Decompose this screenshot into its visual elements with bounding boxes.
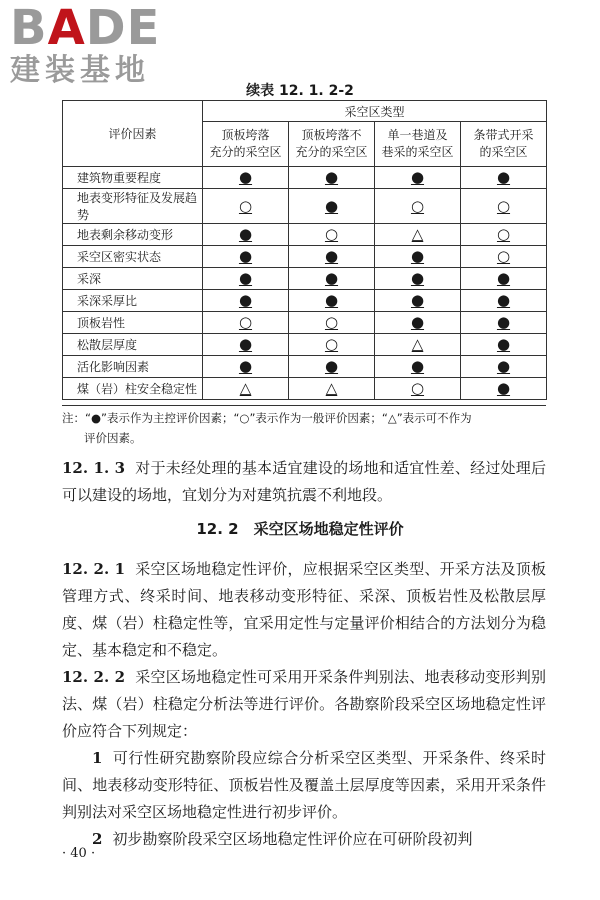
- clause-item-1: [62, 745, 546, 826]
- clause-item-2: [62, 826, 546, 853]
- goaf-type-header: 采空区类型: [203, 101, 547, 122]
- rating-cell: △: [289, 378, 375, 400]
- rating-cell: ○: [203, 312, 289, 334]
- logo-tagline: 建装基地: [10, 53, 150, 88]
- clause-text: 采空区场地稳定性可采用开采条件判别法、地表移动变形判别法、煤（岩）柱稳定分析法等进行评价。各勘察阶段采空区场地稳定性评价应符合下列规定：: [62, 668, 546, 740]
- rating-cell: △: [203, 378, 289, 400]
- page-number: · 40 ·: [62, 846, 96, 861]
- bade-logo: [10, 0, 180, 88]
- note-line: 注：“●”表示作为主控评价因素；“○”表示作为一般评价因素；“△”表示可不作为: [62, 411, 472, 425]
- rating-cell: ●: [461, 268, 547, 290]
- rating-cell: ○: [461, 224, 547, 246]
- rating-cell: ○: [203, 189, 289, 224]
- rating-cell: ●: [203, 167, 289, 189]
- rating-cell: ●: [461, 167, 547, 189]
- table-row: [63, 378, 547, 400]
- rating-cell: ●: [203, 356, 289, 378]
- rating-cell: ●: [375, 246, 461, 268]
- factor-cell: 建筑物重要程度: [63, 167, 203, 189]
- table-row: [63, 167, 547, 189]
- rating-cell: ○: [289, 312, 375, 334]
- table-row: [63, 224, 547, 246]
- rating-cell: ●: [461, 334, 547, 356]
- rating-cell: ○: [461, 246, 547, 268]
- item-text: 初步勘察阶段采空区场地稳定性评价应在可研阶段初判: [112, 830, 473, 848]
- rating-cell: △: [375, 334, 461, 356]
- clause-number: 12. 2. 1: [62, 560, 126, 578]
- clause-text: 对于未经处理的基本适宜建设的场地和适宜性差、经过处理后可以建设的场地，宜划分为对建筑抗震不利地段。: [62, 459, 546, 504]
- item-number: 1: [92, 749, 103, 767]
- rating-cell: ●: [289, 246, 375, 268]
- column-header: 单一巷道及 巷采的采空区: [375, 122, 461, 167]
- table-row: [63, 356, 547, 378]
- rating-cell: ○: [289, 224, 375, 246]
- rating-cell: ○: [461, 189, 547, 224]
- table-row: [63, 246, 547, 268]
- factor-cell: 活化影响因素: [63, 356, 203, 378]
- table-row: [63, 334, 547, 356]
- table-row: [63, 290, 547, 312]
- rating-cell: ○: [375, 189, 461, 224]
- clause-12-2-2: [62, 664, 546, 745]
- factor-cell: 地表剩余移动变形: [63, 224, 203, 246]
- rating-cell: ●: [203, 246, 289, 268]
- clause-number: 12. 1. 3: [62, 459, 126, 477]
- rating-cell: ●: [289, 290, 375, 312]
- clause-text: 采空区场地稳定性评价，应根据采空区类型、开采方法及顶板管理方式、终采时间、地表移动变形特征、采深、顶板岩性及松散层厚度、煤（岩）柱稳定性等，宜采用定性与定量评价相结合的方法划分为稳定、基本稳定和不稳定。: [62, 560, 546, 659]
- factor-cell: 煤（岩）柱安全稳定性: [63, 378, 203, 400]
- clause-12-2-1: [62, 556, 546, 664]
- evaluation-table: [62, 100, 547, 400]
- rating-cell: ●: [375, 290, 461, 312]
- rating-cell: ●: [375, 268, 461, 290]
- item-text: 可行性研究勘察阶段应综合分析采空区类型、开采条件、终采时间、地表移动变形特征、顶板岩性及覆盖土层厚度等因素，采用开采条件判别法对采空区场地稳定性进行初步评价。: [62, 749, 546, 821]
- column-header: 顶板垮落不 充分的采空区: [289, 122, 375, 167]
- factor-cell: 采空区密实状态: [63, 246, 203, 268]
- factor-cell: 采深: [63, 268, 203, 290]
- note-line: 评价因素。: [84, 431, 142, 445]
- rating-cell: ●: [375, 356, 461, 378]
- rating-cell: ○: [289, 334, 375, 356]
- rating-cell: ●: [461, 378, 547, 400]
- factor-cell: 松散层厚度: [63, 334, 203, 356]
- rating-cell: ●: [289, 356, 375, 378]
- table-note: [62, 405, 546, 448]
- rating-cell: ●: [461, 356, 547, 378]
- rating-cell: ●: [203, 290, 289, 312]
- section-title: 12. 2 采空区场地稳定性评价: [196, 520, 404, 538]
- rating-cell: ○: [375, 378, 461, 400]
- rating-cell: ●: [203, 224, 289, 246]
- table-row: [63, 189, 547, 224]
- rating-cell: △: [375, 224, 461, 246]
- table-caption: 续表 12. 1. 2-2: [246, 83, 354, 99]
- factor-cell: 地表变形特征及发展趋势: [63, 189, 203, 224]
- factor-header: 评价因素: [63, 101, 203, 167]
- rating-cell: ●: [461, 290, 547, 312]
- column-header: 顶板垮落 充分的采空区: [203, 122, 289, 167]
- factor-cell: 采深采厚比: [63, 290, 203, 312]
- table-row: [63, 268, 547, 290]
- rating-cell: ●: [289, 189, 375, 224]
- factor-cell: 顶板岩性: [63, 312, 203, 334]
- rating-cell: ●: [289, 167, 375, 189]
- column-header: 条带式开采 的采空区: [461, 122, 547, 167]
- rating-cell: ●: [461, 312, 547, 334]
- rating-cell: ●: [375, 312, 461, 334]
- logo-wordmark: BADE: [10, 0, 161, 56]
- clause-12-1-3: [62, 455, 546, 509]
- item-number: 2: [92, 830, 103, 848]
- table-row: [63, 312, 547, 334]
- clause-number: 12. 2. 2: [62, 668, 126, 686]
- rating-cell: ●: [375, 167, 461, 189]
- rating-cell: ●: [203, 334, 289, 356]
- rating-cell: ●: [289, 268, 375, 290]
- rating-cell: ●: [203, 268, 289, 290]
